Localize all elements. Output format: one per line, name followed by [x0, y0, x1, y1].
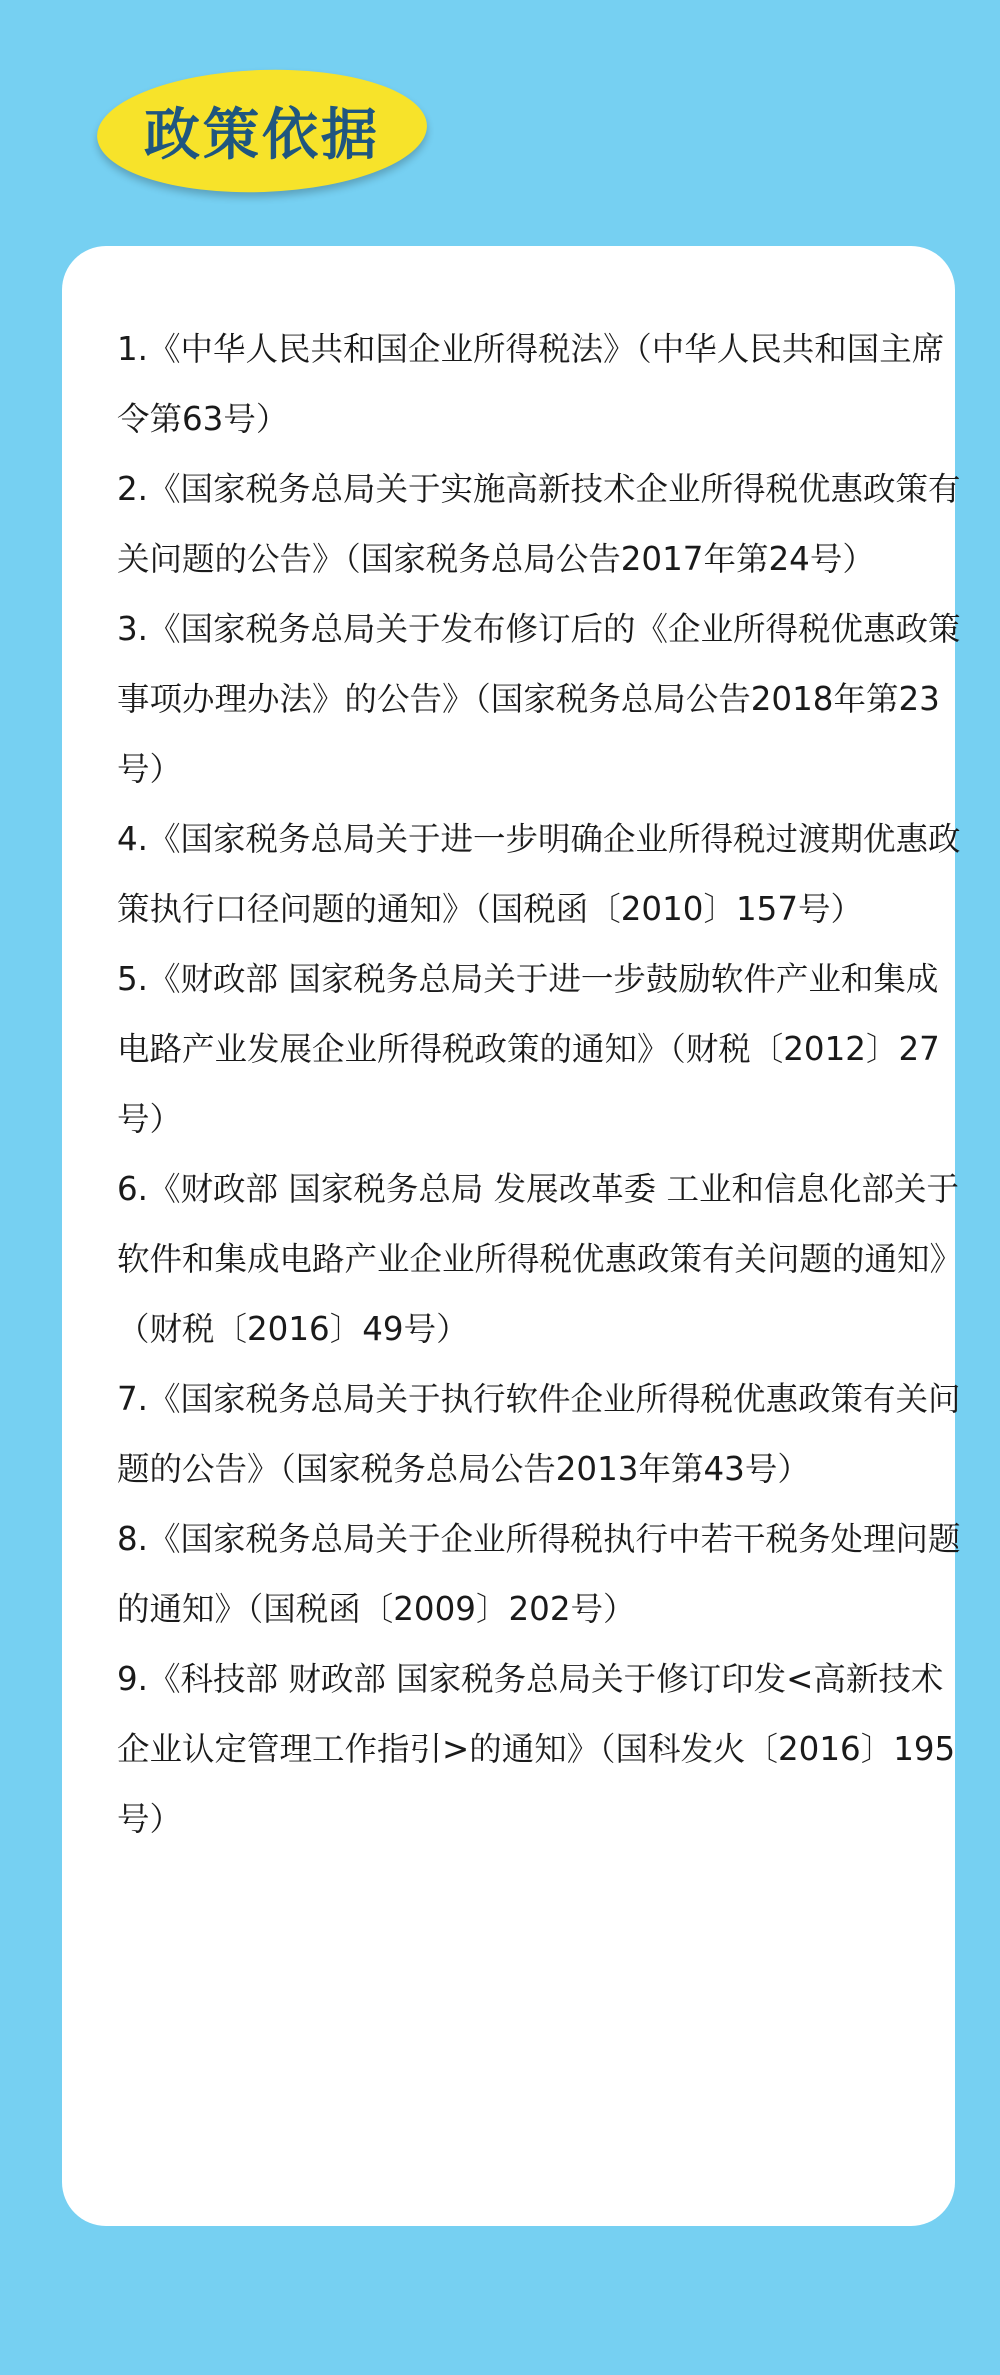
title-badge	[95, 64, 429, 197]
page-title: 政策依据	[144, 103, 380, 168]
policy-item-5: 5.《财政部 国家税务总局关于进一步鼓励软件产业和集成电路产业发展企业所得税政策的通知》（财税〔2012〕27号）	[117, 960, 940, 1138]
policy-item-3: 3.《国家税务总局关于发布修订后的《企业所得税优惠政策事项办理办法》的公告》（国家税务总局公告2018年第23号）	[117, 610, 961, 788]
policy-item-9: 9.《科技部 财政部 国家税务总局关于修订印发<高新技术企业认定管理工作指引>的通知》（国科发火〔2016〕195号）	[117, 1660, 956, 1838]
policy-item-4: 4.《国家税务总局关于进一步明确企业所得税过渡期优惠政策执行口径问题的通知》（国税函〔2010〕157号）	[117, 820, 961, 928]
policy-item-6: 6.《财政部 国家税务总局 发展改革委 工业和信息化部关于软件和集成电路产业企业所得税优惠政策有关问题的通知》（财税〔2016〕49号）	[117, 1170, 963, 1348]
policy-card	[62, 246, 963, 2226]
policy-item-8: 8.《国家税务总局关于企业所得税执行中若干税务处理问题的通知》（国税函〔2009〕202号）	[117, 1520, 961, 1628]
policy-list	[117, 314, 965, 1854]
policy-item-2: 2.《国家税务总局关于实施高新技术企业所得税优惠政策有关问题的公告》（国家税务总局公告2017年第24号）	[117, 470, 961, 578]
policy-item-7: 7.《国家税务总局关于执行软件企业所得税优惠政策有关问题的公告》（国家税务总局公告2013年第43号）	[117, 1380, 961, 1488]
policy-item-1: 1.《中华人民共和国企业所得税法》（中华人民共和国主席令第63号）	[117, 330, 945, 438]
